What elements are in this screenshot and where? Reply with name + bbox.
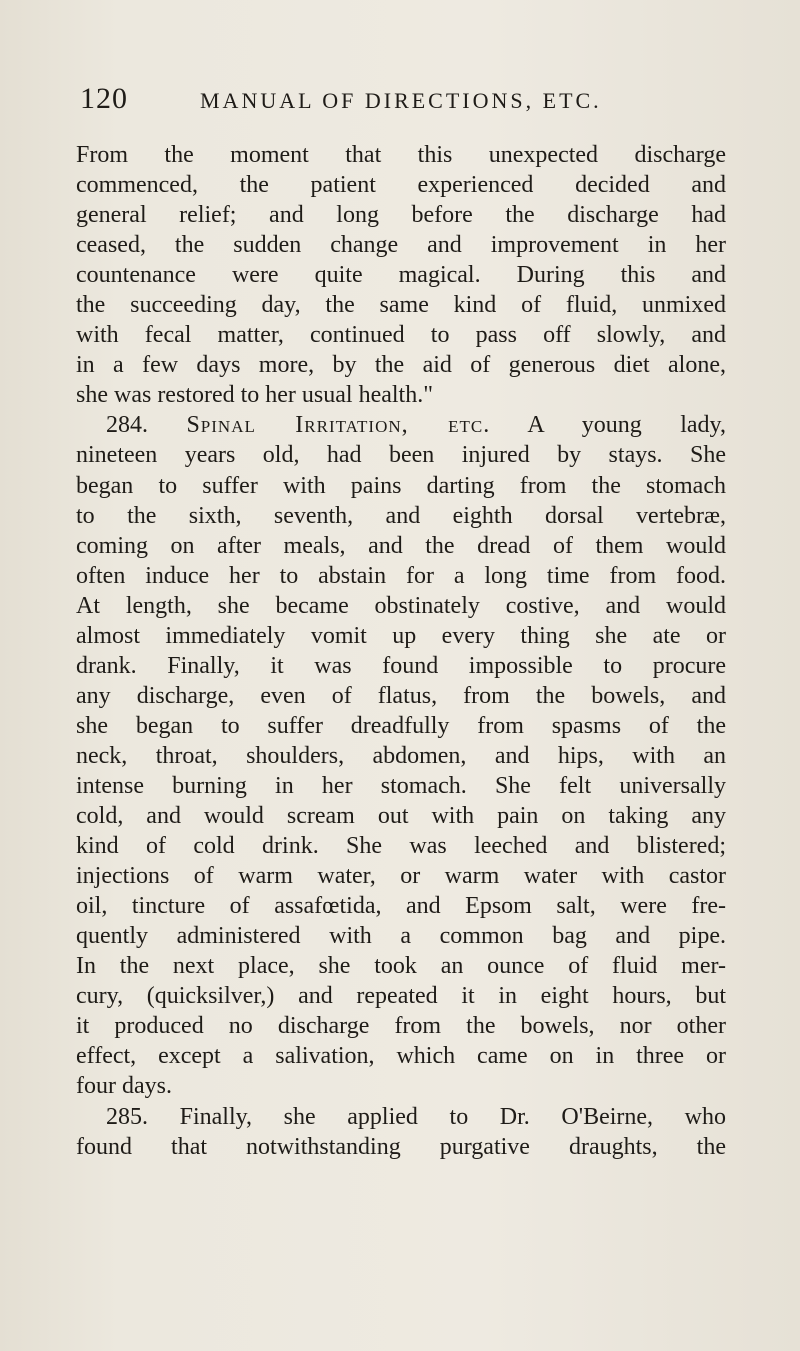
text-line: At length, she became obstinately costive, and would: [76, 592, 726, 619]
text-line: intense burning in her stomach. She felt universally: [76, 772, 726, 799]
text-line: drank. Finally, it was found impossible to procure: [76, 652, 726, 679]
page-number: 120: [80, 82, 128, 115]
text-line: injections of warm water, or warm water with castor: [76, 863, 726, 890]
text-line: almost immediately vomit up every thing she ate or: [76, 622, 726, 649]
paragraph-number: 284.: [106, 412, 148, 439]
text-line: quently administered with a common bag and pipe.: [76, 923, 726, 950]
text-line: found that notwithstanding purgative draughts, the: [76, 1133, 726, 1160]
paragraph-285-first-line: 285. Finally, she applied to Dr. O'Beirne, who: [106, 1103, 726, 1130]
text-fragment: A young lady,: [527, 412, 726, 439]
text-line: In the next place, she took an ounce of fluid mer-: [76, 953, 726, 980]
text-line: often induce her to abstain for a long time from food.: [76, 562, 726, 589]
text-line: any discharge, even of flatus, from the bowels, and: [76, 682, 726, 709]
running-head: MANUAL OF DIRECTIONS, ETC.: [200, 88, 602, 113]
text-line: with fecal matter, continued to pass off slowly, and: [76, 322, 726, 349]
text-line: began to suffer with pains darting from the stomach: [76, 472, 726, 499]
text-line: From the moment that this unexpected discharge: [76, 142, 726, 168]
body-text: [76, 140, 726, 1162]
text-line: commenced, the patient experienced decided and: [76, 172, 726, 199]
text-line: oil, tincture of assafœtida, and Epsom salt, were fre-: [76, 893, 726, 920]
text-line: she began to suffer dreadfully from spasms of the: [76, 712, 726, 739]
text-line: the succeeding day, the same kind of fluid, unmixed: [76, 292, 726, 319]
text-line: kind of cold drink. She was leeched and blistered;: [76, 833, 726, 860]
text-line: effect, except a salivation, which came on in three or: [76, 1043, 726, 1070]
text-line: cold, and would scream out with pain on taking any: [76, 803, 726, 830]
text-line: coming on after meals, and the dread of them would: [76, 532, 726, 559]
page-header: [80, 82, 760, 122]
text-line: cury, (quicksilver,) and repeated it in eight hours, but: [76, 983, 726, 1010]
section-heading: Spinal Irritation, etc.: [186, 412, 491, 439]
text-line: to the sixth, seventh, and eighth dorsal vertebræ,: [76, 502, 726, 529]
text-line: it produced no discharge from the bowels, nor other: [76, 1013, 726, 1040]
text-line: ceased, the sudden change and improvement in her: [76, 232, 726, 259]
text-line: four days.: [76, 1073, 172, 1100]
text-line: neck, throat, shoulders, abdomen, and hips, with an: [76, 742, 726, 769]
text-line: countenance were quite magical. During this and: [76, 262, 726, 289]
text-line: in a few days more, by the aid of generous diet alone,: [76, 352, 726, 379]
text-line: she was restored to her usual health.": [76, 382, 434, 409]
paragraph-284-first-line: [76, 410, 726, 440]
text-line: nineteen years old, had been injured by stays. She: [76, 442, 726, 469]
text-line: general relief; and long before the discharge had: [76, 202, 726, 229]
